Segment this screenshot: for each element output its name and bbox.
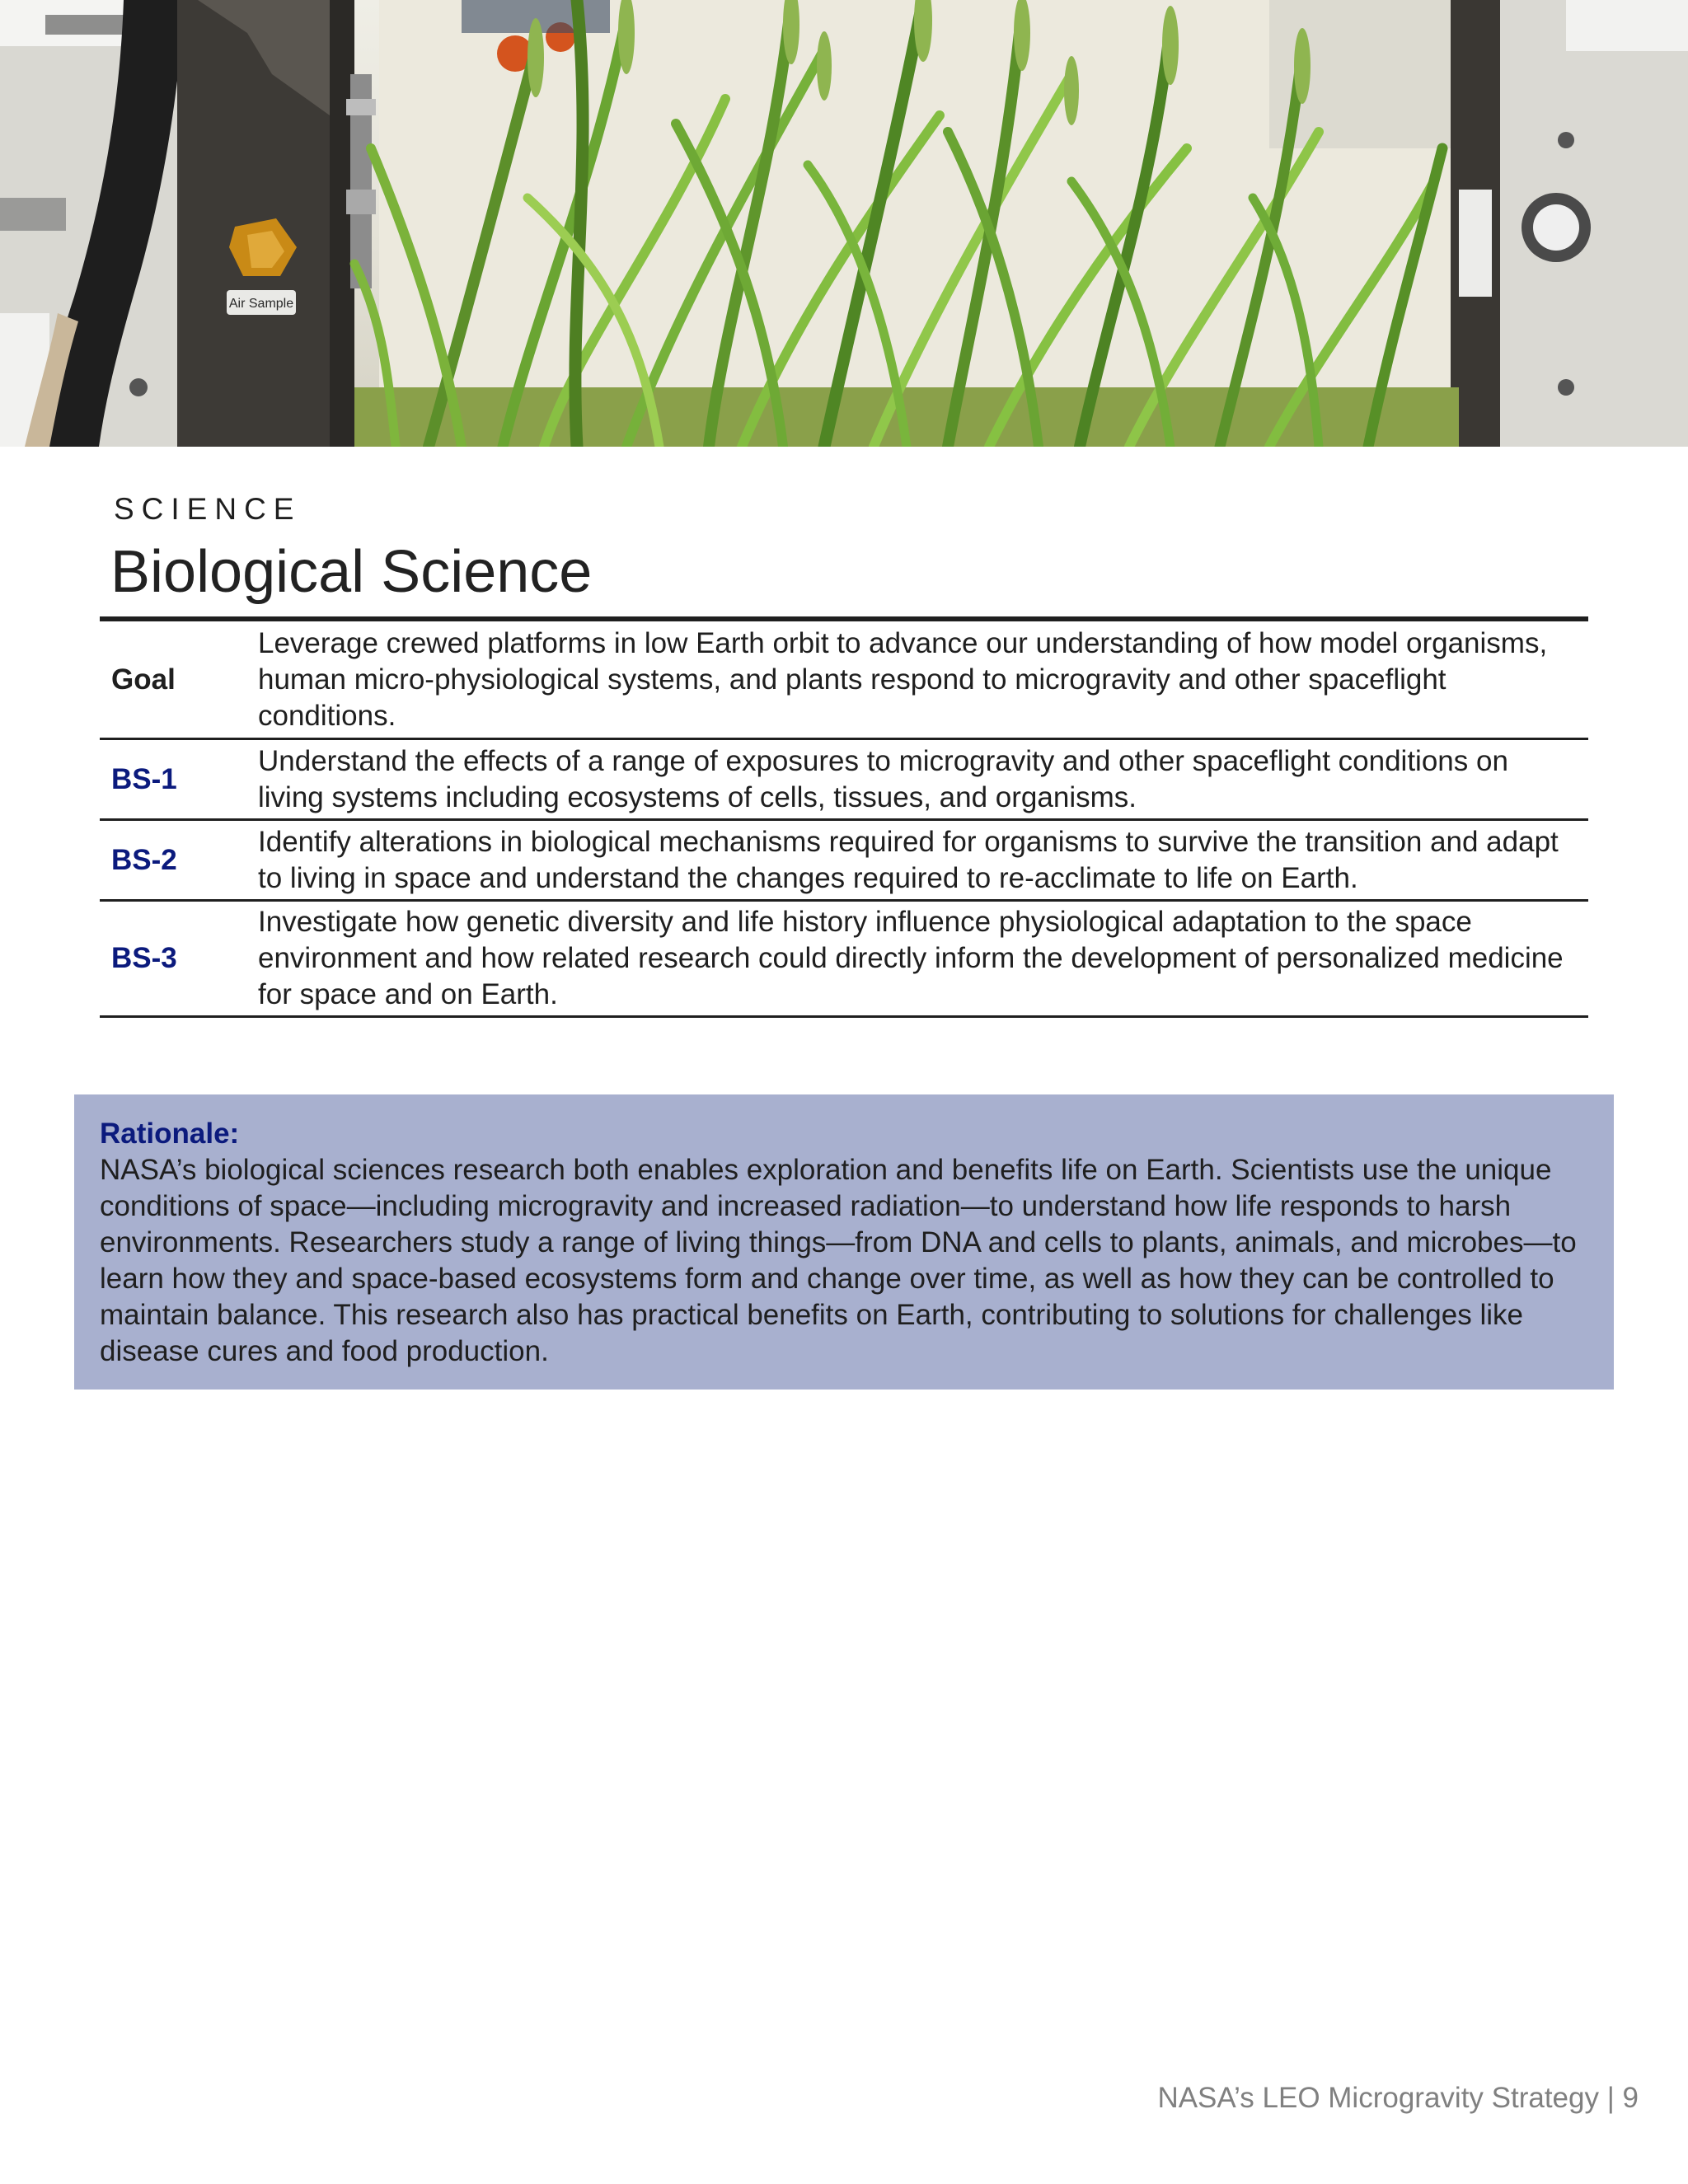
air-sample-label: Air Sample: [228, 297, 294, 311]
rationale-title: Rationale:: [100, 1118, 240, 1150]
table-row: [100, 902, 1588, 1018]
hero-photo-illustration: [0, 0, 1688, 447]
row-label-bs-3: BS-3: [111, 942, 177, 974]
row-text-bs-2: Identify alterations in biological mechanisms required for organisms to survive the transition and adapt to living in space and understand the changes required to re-acclimate to life on Earth.: [258, 825, 1559, 894]
row-label-bs-2: BS-2: [111, 843, 177, 876]
rationale-box: [74, 1094, 1614, 1390]
row-text-goal: Leverage crewed platforms in low Earth orbit to advance our understanding of how model organisms, human micro-physiological systems, and plants respond to microgravity and other spaceflight conditions.: [258, 626, 1548, 732]
row-text-bs-1: Understand the effects of a range of exposures to microgravity and other spaceflight conditions on living systems including ecosystems of cells, tissues, and organisms.: [258, 744, 1508, 813]
page-footer: NASA’s LEO Microgravity Strategy | 9: [1157, 2082, 1639, 2114]
objectives-table: [100, 616, 1588, 1018]
table-row: [100, 821, 1588, 902]
hero-photo-wheat-plant-growth-chamber: [0, 0, 1688, 447]
rationale-body: NASA’s biological sciences research both enables exploration and benefits life on Earth. Scientists use the unique conditions of space—including microgravity and increased radiation—to understand how life responds to harsh environments. Researchers study a range of living things—from DNA and cells to plants, animals, and microbes—to learn how they and space-based ecosystems form and change over time, as well as how they can be controlled to maintain balance. This research also has practical benefits on Earth, contributing to solutions for challenges like disease cures and food production.: [100, 1154, 1577, 1367]
row-label-bs-1: BS-1: [111, 762, 177, 795]
table-row: [100, 740, 1588, 821]
row-label-goal: Goal: [111, 663, 176, 696]
row-text-bs-3: Investigate how genetic diversity and life history influence physiological adaptation to the space environment and how related research could directly inform the development of personalized medicine for space and on Earth.: [258, 906, 1564, 1010]
page-title: Biological Science: [110, 539, 593, 605]
section-eyebrow: SCIENCE: [114, 492, 302, 526]
table-row: [100, 621, 1588, 740]
